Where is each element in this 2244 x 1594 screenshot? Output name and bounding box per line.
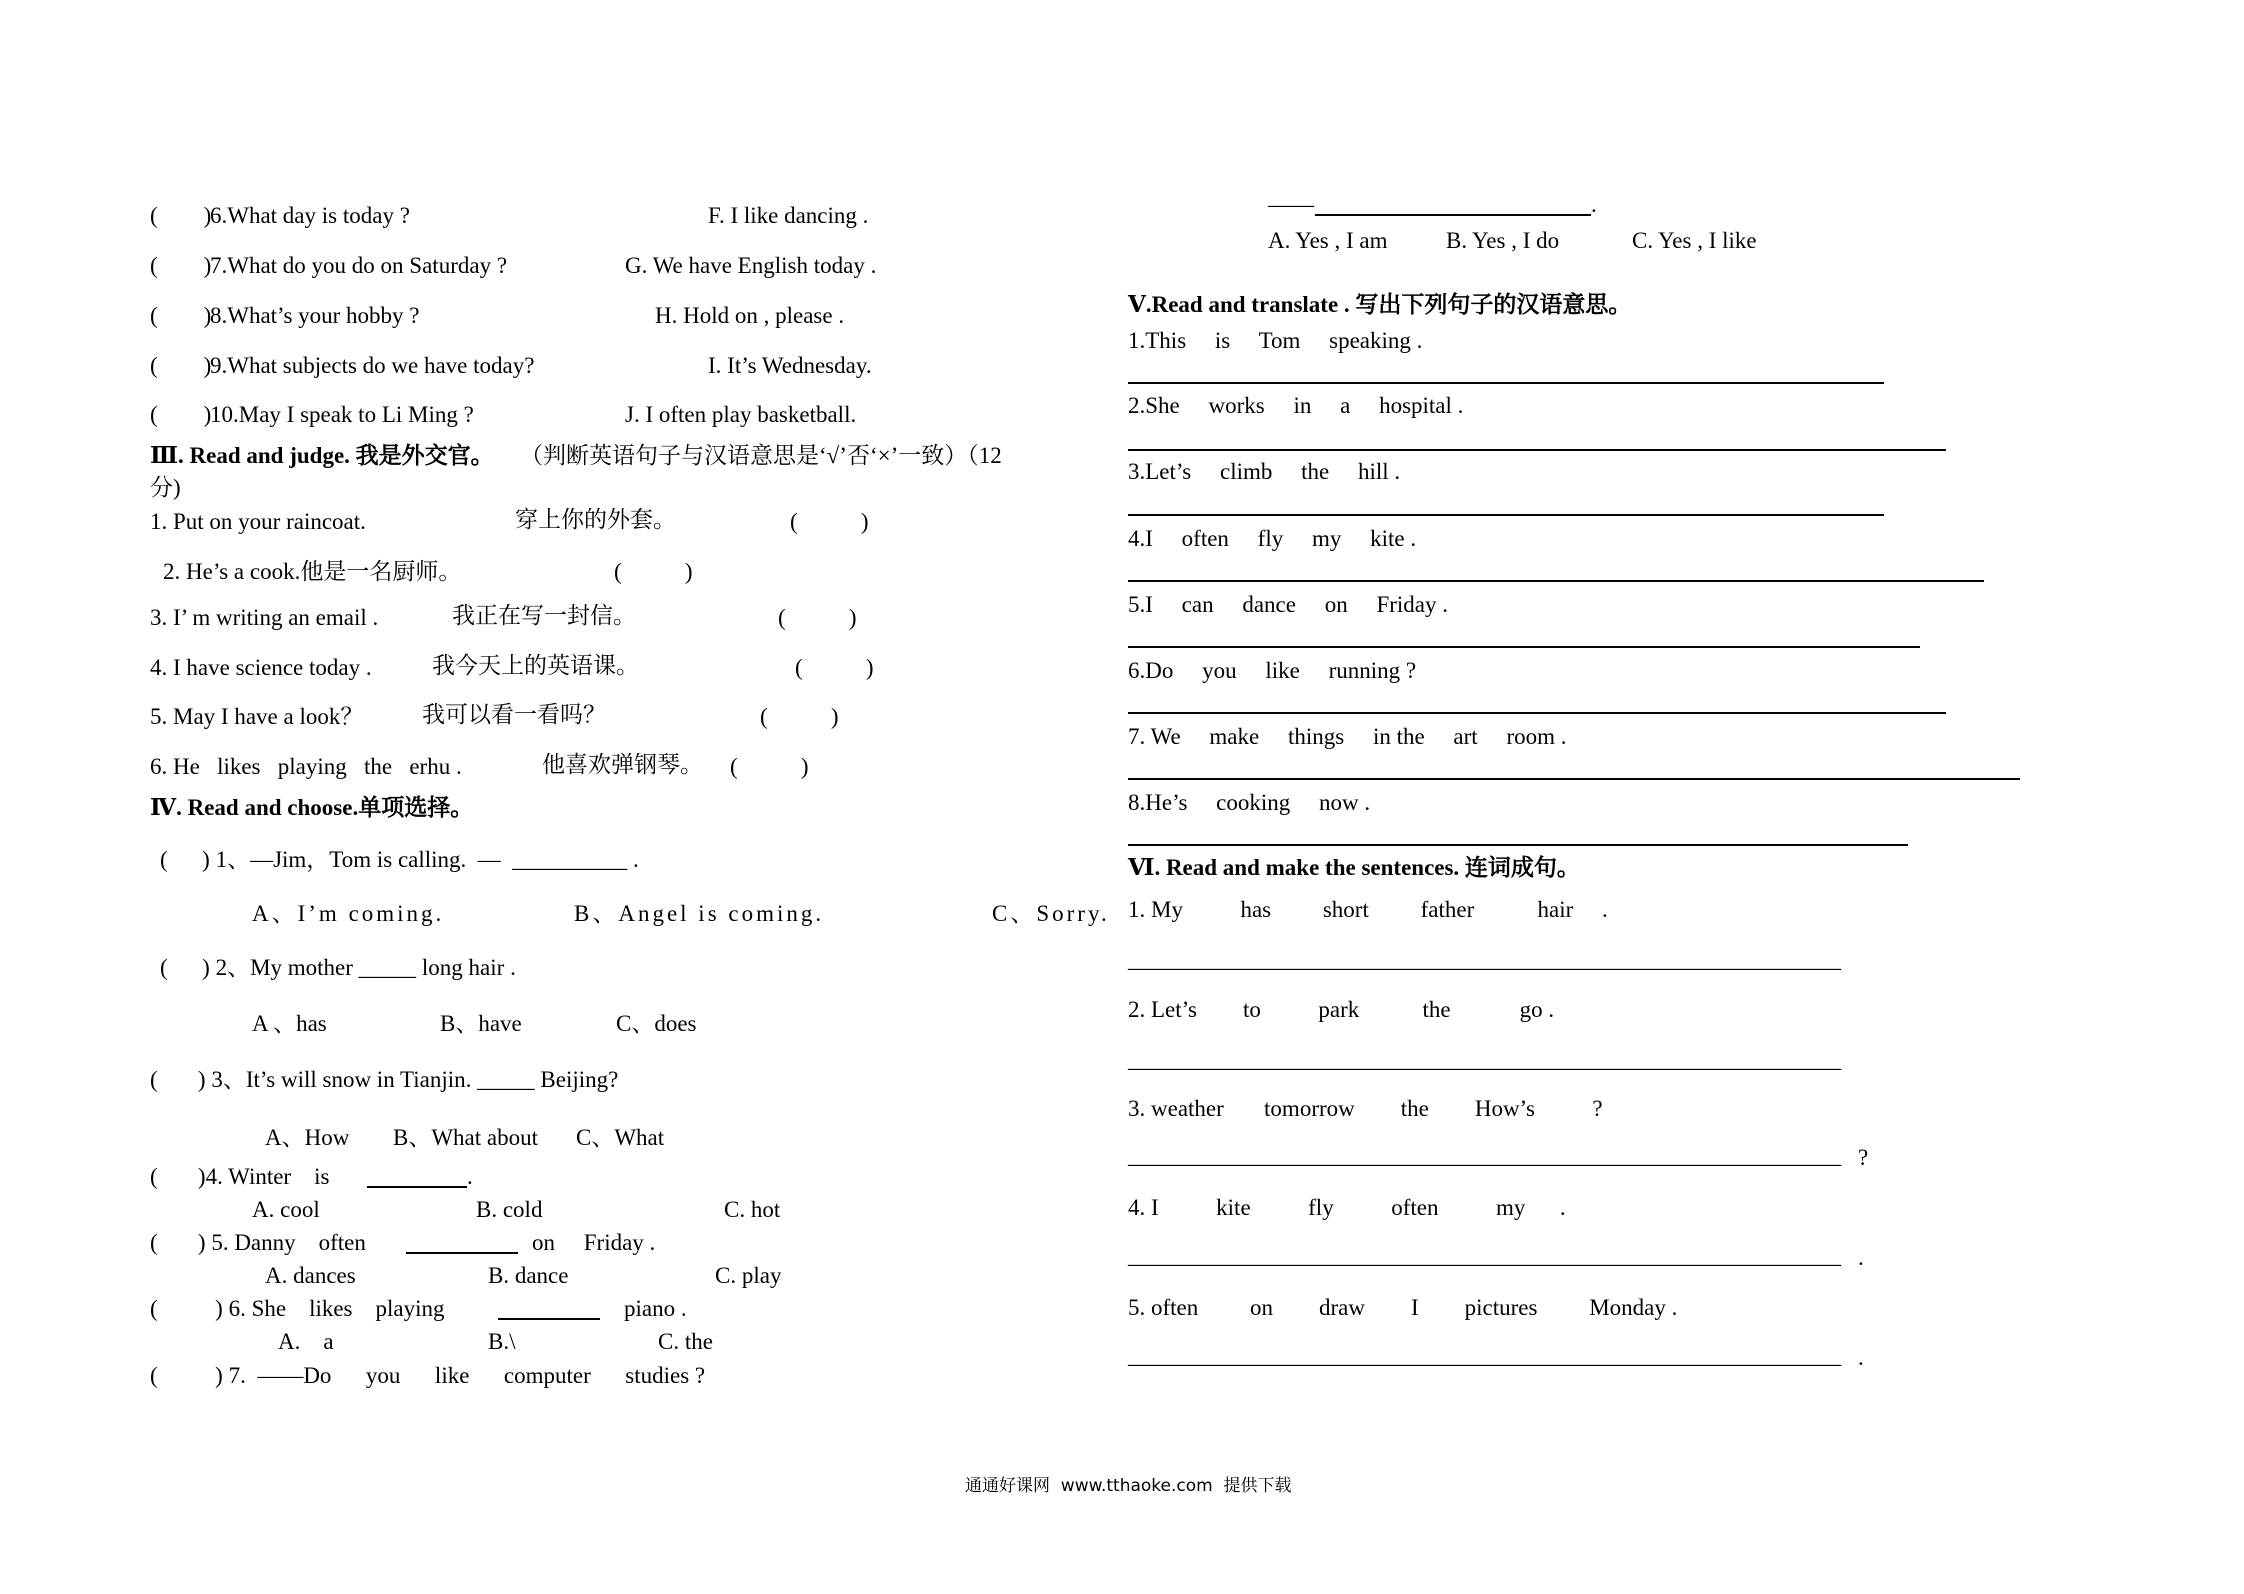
translation-line <box>1128 514 1884 516</box>
translate-sentence: 8.He’s cooking now . <box>1128 790 1371 815</box>
translation-line <box>1128 382 1884 384</box>
match-question: 9.What subjects do we have today? <box>210 353 535 378</box>
match-bracket: ( ) <box>150 353 212 378</box>
scrambled-words: 4. I kite fly often my . <box>1128 1195 1566 1220</box>
choose-option: C、does <box>616 1011 697 1036</box>
judge-english: 3. I’ m writing an email . <box>150 605 379 630</box>
translate-sentence: 5.I can dance on Friday . <box>1128 592 1449 617</box>
judge-english: 6. He likes playing the erhu . <box>150 754 462 779</box>
choose-question-2: ( ) 2、My mother _____ long hair . <box>160 955 516 980</box>
translate-sentence: 1.This is Tom speaking . <box>1128 328 1423 353</box>
match-question: 7.What do you do on Saturday ? <box>210 253 508 278</box>
choose-option: B.\ <box>488 1329 516 1354</box>
match-question: 6.What day is today ? <box>210 203 410 228</box>
section-4-title: Ⅳ. Read and choose.单项选择。 <box>150 795 474 820</box>
judge-english: 2. He’s a cook.他是一名厨师。 <box>163 559 462 584</box>
translation-line <box>1128 844 1908 846</box>
translation-line <box>1128 580 1984 582</box>
choose-option: A、How <box>265 1125 350 1150</box>
choose-option: C. the <box>658 1329 713 1354</box>
scrambled-words: 3. weather tomorrow the How’s ? <box>1128 1096 1603 1121</box>
match-bracket: ( ) <box>150 253 212 278</box>
judge-english: 1. Put on your raincoat. <box>150 509 366 534</box>
choose-option: C. Yes , I like <box>1632 228 1757 253</box>
choose-option: A. Yes , I am <box>1268 228 1388 253</box>
answer-blank: ______________________________________________________________ <box>1128 1343 1841 1368</box>
translation-line <box>1128 778 2020 780</box>
choose-option: C、Sorry. <box>992 901 1110 926</box>
choose-option: C. hot <box>724 1197 781 1222</box>
judge-english: 4. I have science today . <box>150 655 372 680</box>
match-answer: H. Hold on , please . <box>655 303 845 328</box>
choose-option: B. dance <box>488 1263 569 1288</box>
match-question: 8.What’s your hobby ? <box>210 303 420 328</box>
choose-option: C、What <box>576 1125 665 1150</box>
judge-bracket: ( ) <box>614 559 693 584</box>
sentence-end-mark: . <box>1858 1345 1864 1370</box>
section-3-title: Ⅲ. Read and judge. 我是外交官。 <box>150 443 494 468</box>
match-bracket: ( ) <box>150 203 212 228</box>
translation-line <box>1128 646 1920 648</box>
match-answer: G. We have English today . <box>625 253 877 278</box>
answer-blank <box>498 1318 600 1320</box>
judge-chinese: 我今天上的英语课。 <box>432 653 639 678</box>
sentence-end-mark: ? <box>1858 1145 1869 1170</box>
answer-blank: ______________________________________________________________ <box>1128 947 1841 972</box>
footer-credit: 通通好课网 www.tthaoke.com 提供下载 <box>965 1476 1292 1496</box>
answer-blank <box>406 1252 518 1254</box>
judge-bracket: ( ) <box>778 605 857 630</box>
blank-period: . <box>1591 192 1597 217</box>
match-answer: F. I like dancing . <box>708 203 869 228</box>
section-3-instruction: （判断英语句子与汉语意思是‘√’否‘×’一致）（12 <box>520 443 1002 468</box>
translate-sentence: 4.I often fly my kite . <box>1128 526 1417 551</box>
choose-option: A. cool <box>252 1197 320 1222</box>
section-6-title: Ⅵ. Read and make the sentences. 连词成句。 <box>1128 855 1580 880</box>
choose-option: C. play <box>715 1263 782 1288</box>
choose-option: A 、has <box>252 1011 327 1036</box>
section-5-title: Ⅴ.Read and translate . 写出下列句子的汉语意思。 <box>1128 292 1632 317</box>
scrambled-words: 2. Let’s to park the go . <box>1128 997 1555 1022</box>
choose-question-3: ( ) 3、It’s will snow in Tianjin. _____ Beijing? <box>150 1067 619 1092</box>
choose-question-7: ( ) 7. ——Do you like computer studies ? <box>150 1363 706 1388</box>
match-answer: I. It’s Wednesday. <box>708 353 872 378</box>
judge-bracket: ( ) <box>730 754 809 779</box>
blank-period: . <box>467 1164 473 1189</box>
scrambled-words: 5. often on draw I pictures Monday . <box>1128 1295 1678 1320</box>
choose-option: B. Yes , I do <box>1446 228 1560 253</box>
answer-blank: ______________________________________________________________ <box>1128 1047 1841 1072</box>
choose-option: B、have <box>440 1011 522 1036</box>
judge-chinese: 我可以看一看吗？ <box>422 702 606 727</box>
judge-bracket: ( ) <box>790 509 869 534</box>
choose-question-5: ( ) 5. Danny often <box>150 1230 366 1255</box>
choose-question-5-after: on Friday . <box>532 1230 656 1255</box>
judge-bracket: ( ) <box>795 655 874 680</box>
choose-question-4: ( )4. Winter is <box>150 1164 330 1189</box>
match-answer: J. I often play basketball. <box>625 402 857 427</box>
translate-sentence: 6.Do you like running ? <box>1128 658 1417 683</box>
choose-option: A、I’m coming. <box>252 901 445 926</box>
choose-question-6-after: piano . <box>624 1296 687 1321</box>
choose-option: A. dances <box>265 1263 356 1288</box>
translation-line <box>1128 712 1946 714</box>
answer-blank: ______________________________________________________________ <box>1128 1243 1841 1268</box>
match-bracket: ( ) <box>150 402 212 427</box>
match-bracket: ( ) <box>150 303 212 328</box>
section-3-instruction-cont: 分) <box>150 475 181 500</box>
match-question: 10.May I speak to Li Ming ? <box>210 402 474 427</box>
answer-blank: ______________________________________________________________ <box>1128 1143 1841 1168</box>
scrambled-words: 1. My has short father hair . <box>1128 897 1608 922</box>
choose-option: B、What about <box>393 1125 538 1150</box>
judge-chinese: 他喜欢弹钢琴。 <box>542 752 703 777</box>
judge-bracket: ( ) <box>760 704 839 729</box>
choose-question-6: ( ) 6. She likes playing <box>150 1296 445 1321</box>
choose-question-1: ( ) 1、—Jim，Tom is calling. — __________ . <box>160 847 639 872</box>
answer-blank <box>367 1186 467 1188</box>
choose-option: A. a <box>278 1329 334 1354</box>
translation-line <box>1128 449 1946 451</box>
q7-dash: —— <box>1268 192 1314 217</box>
answer-blank <box>1315 214 1591 216</box>
translate-sentence: 3.Let’s climb the hill . <box>1128 459 1401 484</box>
choose-option: B. cold <box>476 1197 543 1222</box>
judge-english: 5. May I have a look？ <box>150 704 364 729</box>
judge-chinese: 我正在写一封信。 <box>452 603 636 628</box>
sentence-end-mark: . <box>1858 1245 1864 1270</box>
choose-option: B、Angel is coming. <box>574 901 825 926</box>
judge-chinese: 穿上你的外套。 <box>515 507 676 532</box>
translate-sentence: 2.She works in a hospital . <box>1128 393 1464 418</box>
translate-sentence: 7. We make things in the art room . <box>1128 724 1567 749</box>
